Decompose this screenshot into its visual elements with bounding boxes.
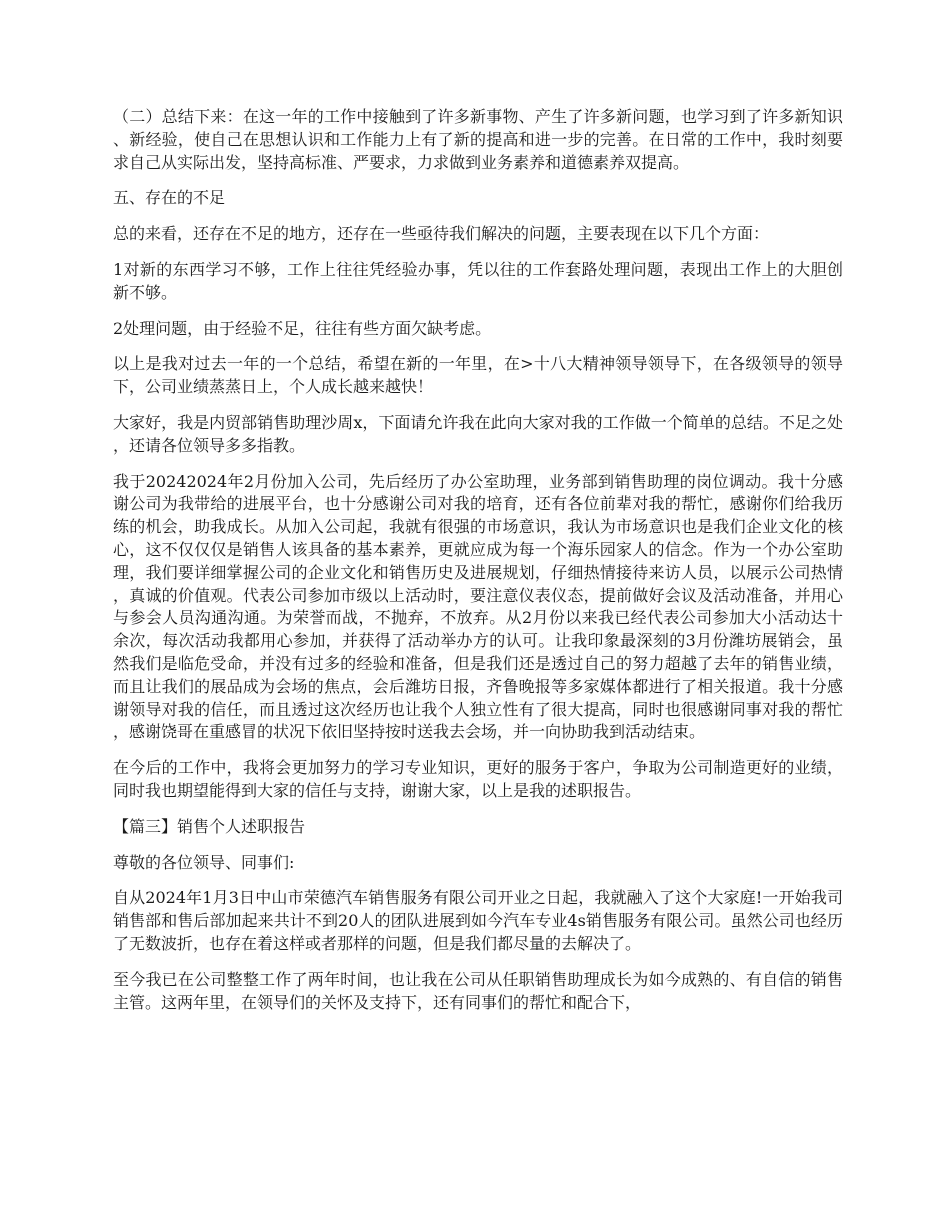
list-item-2: 2处理问题，由于经验不足，往往有些方面欠缺考虑。: [113, 318, 492, 338]
paragraph-shortcomings-intro: 总的来看，还存在不足的地方，还存在一些亟待我们解决的问题，主要表现在以下几个方面：: [113, 224, 770, 244]
section-heading-shortcomings: 五、存在的不足: [113, 188, 226, 208]
paragraph-greeting: 大家好，我是内贸部销售助理沙周x，下面请允许我在此向大家对我的工作做一个简单的总结。不足之处，还请各位领导多多指教。: [113, 412, 843, 455]
paragraph-experience: 我于20242024年2月份加入公司，先后经历了办公室助理，业务部到销售助理的岗位调动。我十分感谢公司为我带给的进展平台，也十分感谢公司对我的培育，还有各位前辈对我的帮忙，感谢你们给我历练的机会，助我成长。从加入公司起，我就有很强的市场意识，我认为市场意识也是我们企业文化的核心，这不仅仅仅是销售人该具备的基本素养，更就应成为每一个海乐园家人的信念。作为一个办公室助理，我们要详细掌握公司的企业文化和销售历史及进展规划，仔细热情接待来访人员，以展示公司热情，真诚的价值观。代表公司参加市级以上活动时，要注意仪表仪态，提前做好会议及活动准备，并用心与参会人员沟通沟通。为荣誉而战，不抛弃，不放弃。从2月份以来我已经代表公司参加大小活动达十余次，每次活动我都用心参加，并获得了活动举办方的认可。让我印象最深刻的3月份潍坊展销会，虽然我们是临危受命，并没有过多的经验和准备，但是我们还是透过自己的努力超越了去年的销售业绩，而且让我们的展品成为会场的焦点，会后潍坊日报，齐鲁晚报等多家媒体都进行了相关报道。我十分感谢领导对我的信任，而且透过这次经历也让我个人独立性有了很大提高，同时也很感谢同事对我的帮忙，感谢饶哥在重感冒的状况下依旧坚持按时送我去会场，并一向协助我到活动结束。: [113, 471, 843, 742]
section-heading-part-three: 【篇三】销售个人述职报告: [113, 816, 306, 836]
list-item-1: 1对新的东西学习不够，工作上往往凭经验办事，凭以往的工作套路处理问题，表现出工作上的大胆创新不够。: [113, 259, 843, 302]
paragraph-conclusion: 以上是我对过去一年的一个总结，希望在新的一年里，在>十八大精神领导领导下，在各级领导的领导下，公司业绩蒸蒸日上，个人成长越来越快！: [113, 354, 843, 397]
salutation: 尊敬的各位领导、同事们:: [113, 852, 295, 872]
paragraph-two-years: 至今我已在公司整整工作了两年时间，也让我在公司从任职销售助理成长为如今成熟的、有自信的销售主管。这两年里，在领导们的关怀及支持下，还有同事们的帮忙和配合下，: [113, 969, 843, 1012]
paragraph-company-history: 自从2024年1月3日中山市荣德汽车销售服务有限公司开业之日起，我就融入了这个大家庭!一开始我司销售部和售后部加起来共计不到20人的团队进展到如今汽车专业4s销售服务有限公司。虽然公司也经历了无数波折，也存在着这样或者那样的问题，但是我们都尽量的去解决了。: [113, 888, 843, 953]
paragraph-future-work: 在今后的工作中，我将会更加努力的学习专业知识，更好的服务于客户，争取为公司制造更好的业绩，同时我也期望能得到大家的信任与支持，谢谢大家，以上是我的述职报告。: [113, 758, 843, 800]
document-page: [113, 106, 843, 1027]
paragraph-summary: （二）总结下来：在这一年的工作中接触到了许多新事物、产生了许多新问题，也学习到了许多新知识、新经验，使自己在思想认识和工作能力上有了新的提高和进一步的完善。在日常的工作中，我时刻要求自己从实际出发，坚持高标准、严要求，力求做到业务素养和道德素养双提高。: [113, 107, 843, 172]
